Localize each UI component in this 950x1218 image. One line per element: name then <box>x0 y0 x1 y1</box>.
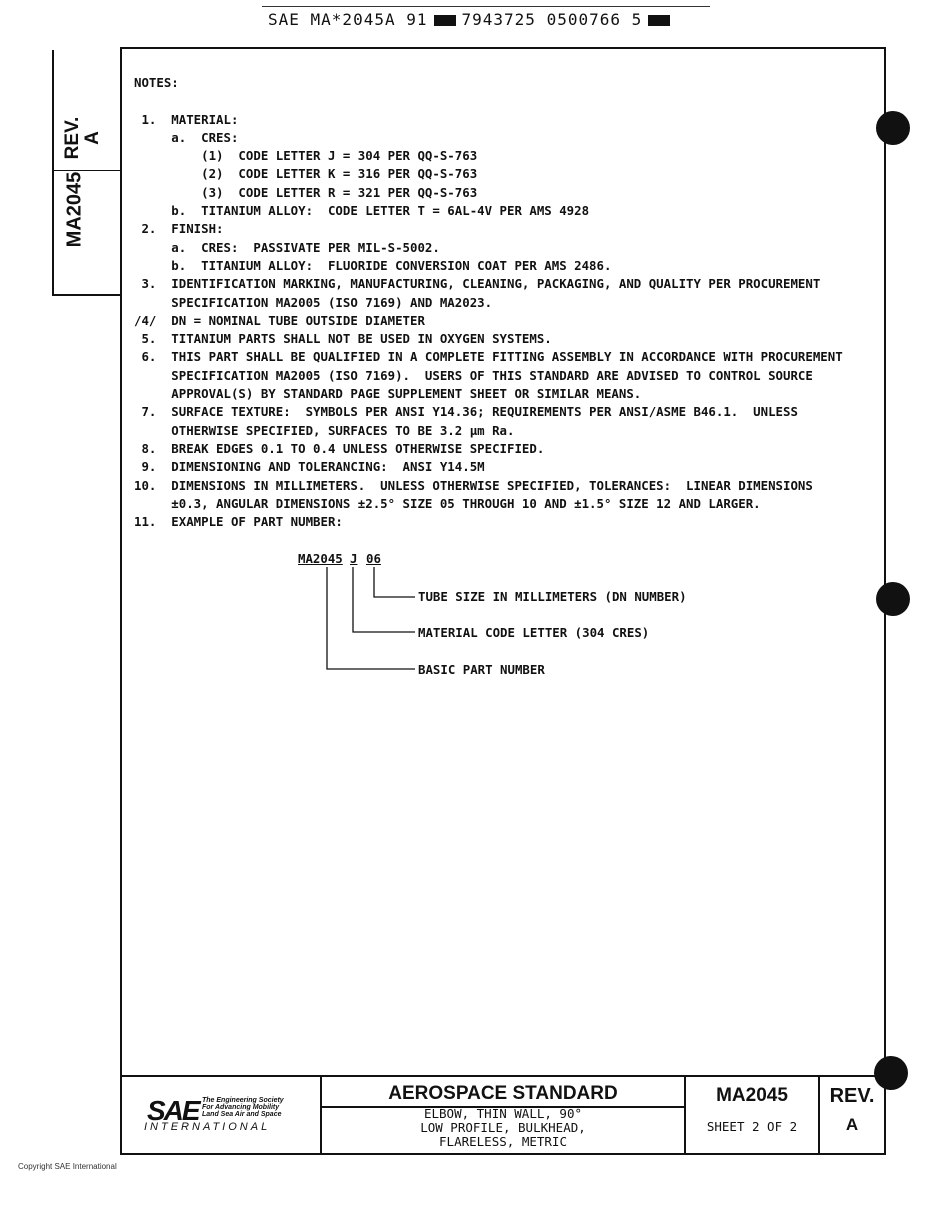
example-part-base: MA2045 <box>298 551 343 566</box>
part-title-line1: ELBOW, THIN WALL, 90° <box>423 1106 583 1121</box>
title-block-number-cell <box>686 1077 820 1155</box>
sae-logo: SAE <box>147 1095 199 1126</box>
note-line: a. CRES: <box>134 129 239 145</box>
sae-logo-international: INTERNATIONAL <box>144 1121 271 1133</box>
label-tube-size: TUBE SIZE IN MILLIMETERS (DN NUMBER) <box>418 589 687 604</box>
revision-value: A <box>845 1115 859 1134</box>
note-line: /4/ DN = NOMINAL TUBE OUTSIDE DIAMETER <box>134 312 425 328</box>
header-code-part1: SAE MA*2045A 91 <box>268 10 428 29</box>
part-title <box>322 1107 684 1149</box>
leader-basic <box>327 567 415 669</box>
leader-size <box>374 567 415 597</box>
note-line: 9. DIMENSIONING AND TOLERANCING: ANSI Y14.5M <box>134 459 485 475</box>
note-line: 6. THIS PART SHALL BE QUALIFIED IN A COMPLETE FITTING ASSEMBLY IN ACCORDANCE WITH PROCUREMENT <box>134 349 843 365</box>
note-line: (1) CODE LETTER J = 304 PER QQ-S-763 <box>134 148 478 164</box>
sheet-indicator: SHEET 2 OF 2 <box>706 1119 798 1134</box>
standard-type: AEROSPACE STANDARD <box>388 1083 618 1104</box>
note-line: b. TITANIUM ALLOY: FLUORIDE CONVERSION COAT PER AMS 2486. <box>134 257 612 273</box>
binder-hole-mark <box>876 582 910 616</box>
note-line: 2. FINISH: <box>134 221 224 237</box>
note-line: b. TITANIUM ALLOY: CODE LETTER T = 6AL-4V PER AMS 4928 <box>134 203 590 219</box>
note-line: 7. SURFACE TEXTURE: SYMBOLS PER ANSI Y14.36; REQUIREMENTS PER ANSI/ASME B46.1. UNLESS <box>134 404 798 420</box>
example-part-material: J <box>350 551 358 566</box>
note-line: 1. MATERIAL: <box>134 111 239 127</box>
copyright-notice: Copyright SAE International <box>18 1162 117 1171</box>
title-block <box>120 1075 886 1155</box>
note-line: 8. BREAK EDGES 0.1 TO 0.4 UNLESS OTHERWISE SPECIFIED. <box>134 440 545 456</box>
label-basic-part: BASIC PART NUMBER <box>418 662 545 677</box>
note-line: SPECIFICATION MA2005 (ISO 7169) AND MA2023. <box>134 294 493 310</box>
sae-logo-tagline: The Engineering Society For Advancing Mobility Land Sea Air and Space <box>202 1097 284 1118</box>
title-block-rev-cell <box>820 1077 884 1155</box>
note-line: 5. TITANIUM PARTS SHALL NOT BE USED IN OXYGEN SYSTEMS. <box>134 331 552 347</box>
note-line: NOTES: <box>134 75 179 90</box>
note-line: (3) CODE LETTER R = 321 PER QQ-S-763 <box>134 184 478 200</box>
note-line: SPECIFICATION MA2005 (ISO 7169). USERS OF THIS STANDARD ARE ADVISED TO CONTROL SOURCE <box>134 367 813 383</box>
title-block-title-cell <box>322 1077 686 1155</box>
part-title-line3: FLARELESS, METRIC <box>439 1134 567 1149</box>
header-code-part2: 7943725 0500766 5 <box>461 10 643 29</box>
sidebar-doc-number: MA2045 <box>63 171 86 248</box>
revision-label: REV. <box>829 1085 875 1107</box>
sidebar-rev-value: A <box>82 131 103 145</box>
note-line: (2) CODE LETTER K = 316 PER QQ-S-763 <box>134 166 478 182</box>
sidebar-rev-label: REV. <box>62 116 83 160</box>
label-material-code: MATERIAL CODE LETTER (304 CRES) <box>418 625 650 640</box>
note-line: ±0.3, ANGULAR DIMENSIONS ±2.5° SIZE 05 THROUGH 10 AND ±1.5° SIZE 12 AND LARGER. <box>134 495 761 511</box>
title-block-logo-cell <box>120 1077 322 1155</box>
note-line: 3. IDENTIFICATION MARKING, MANUFACTURING, CLEANING, PACKAGING, AND QUALITY PER PROCUREMENT <box>134 276 821 292</box>
part-title-line2: LOW PROFILE, BULKHEAD, <box>420 1120 586 1135</box>
example-part-size: 06 <box>366 551 381 566</box>
binder-hole-mark <box>876 111 910 145</box>
leader-material <box>353 567 415 632</box>
note-line: APPROVAL(S) BY STANDARD PAGE SUPPLEMENT SHEET OR SIMILAR MEANS. <box>134 386 642 402</box>
note-line: OTHERWISE SPECIFIED, SURFACES TO BE 3.2 µm Ra. <box>134 422 515 438</box>
note-line: a. CRES: PASSIVATE PER MIL-S-5002. <box>134 239 440 255</box>
note-line: 10. DIMENSIONS IN MILLIMETERS. UNLESS OTHERWISE SPECIFIED, TOLERANCES: LINEAR DIMENSIONS <box>134 477 813 493</box>
note-line: 11. EXAMPLE OF PART NUMBER: <box>134 514 343 530</box>
document-number: MA2045 <box>716 1085 788 1106</box>
